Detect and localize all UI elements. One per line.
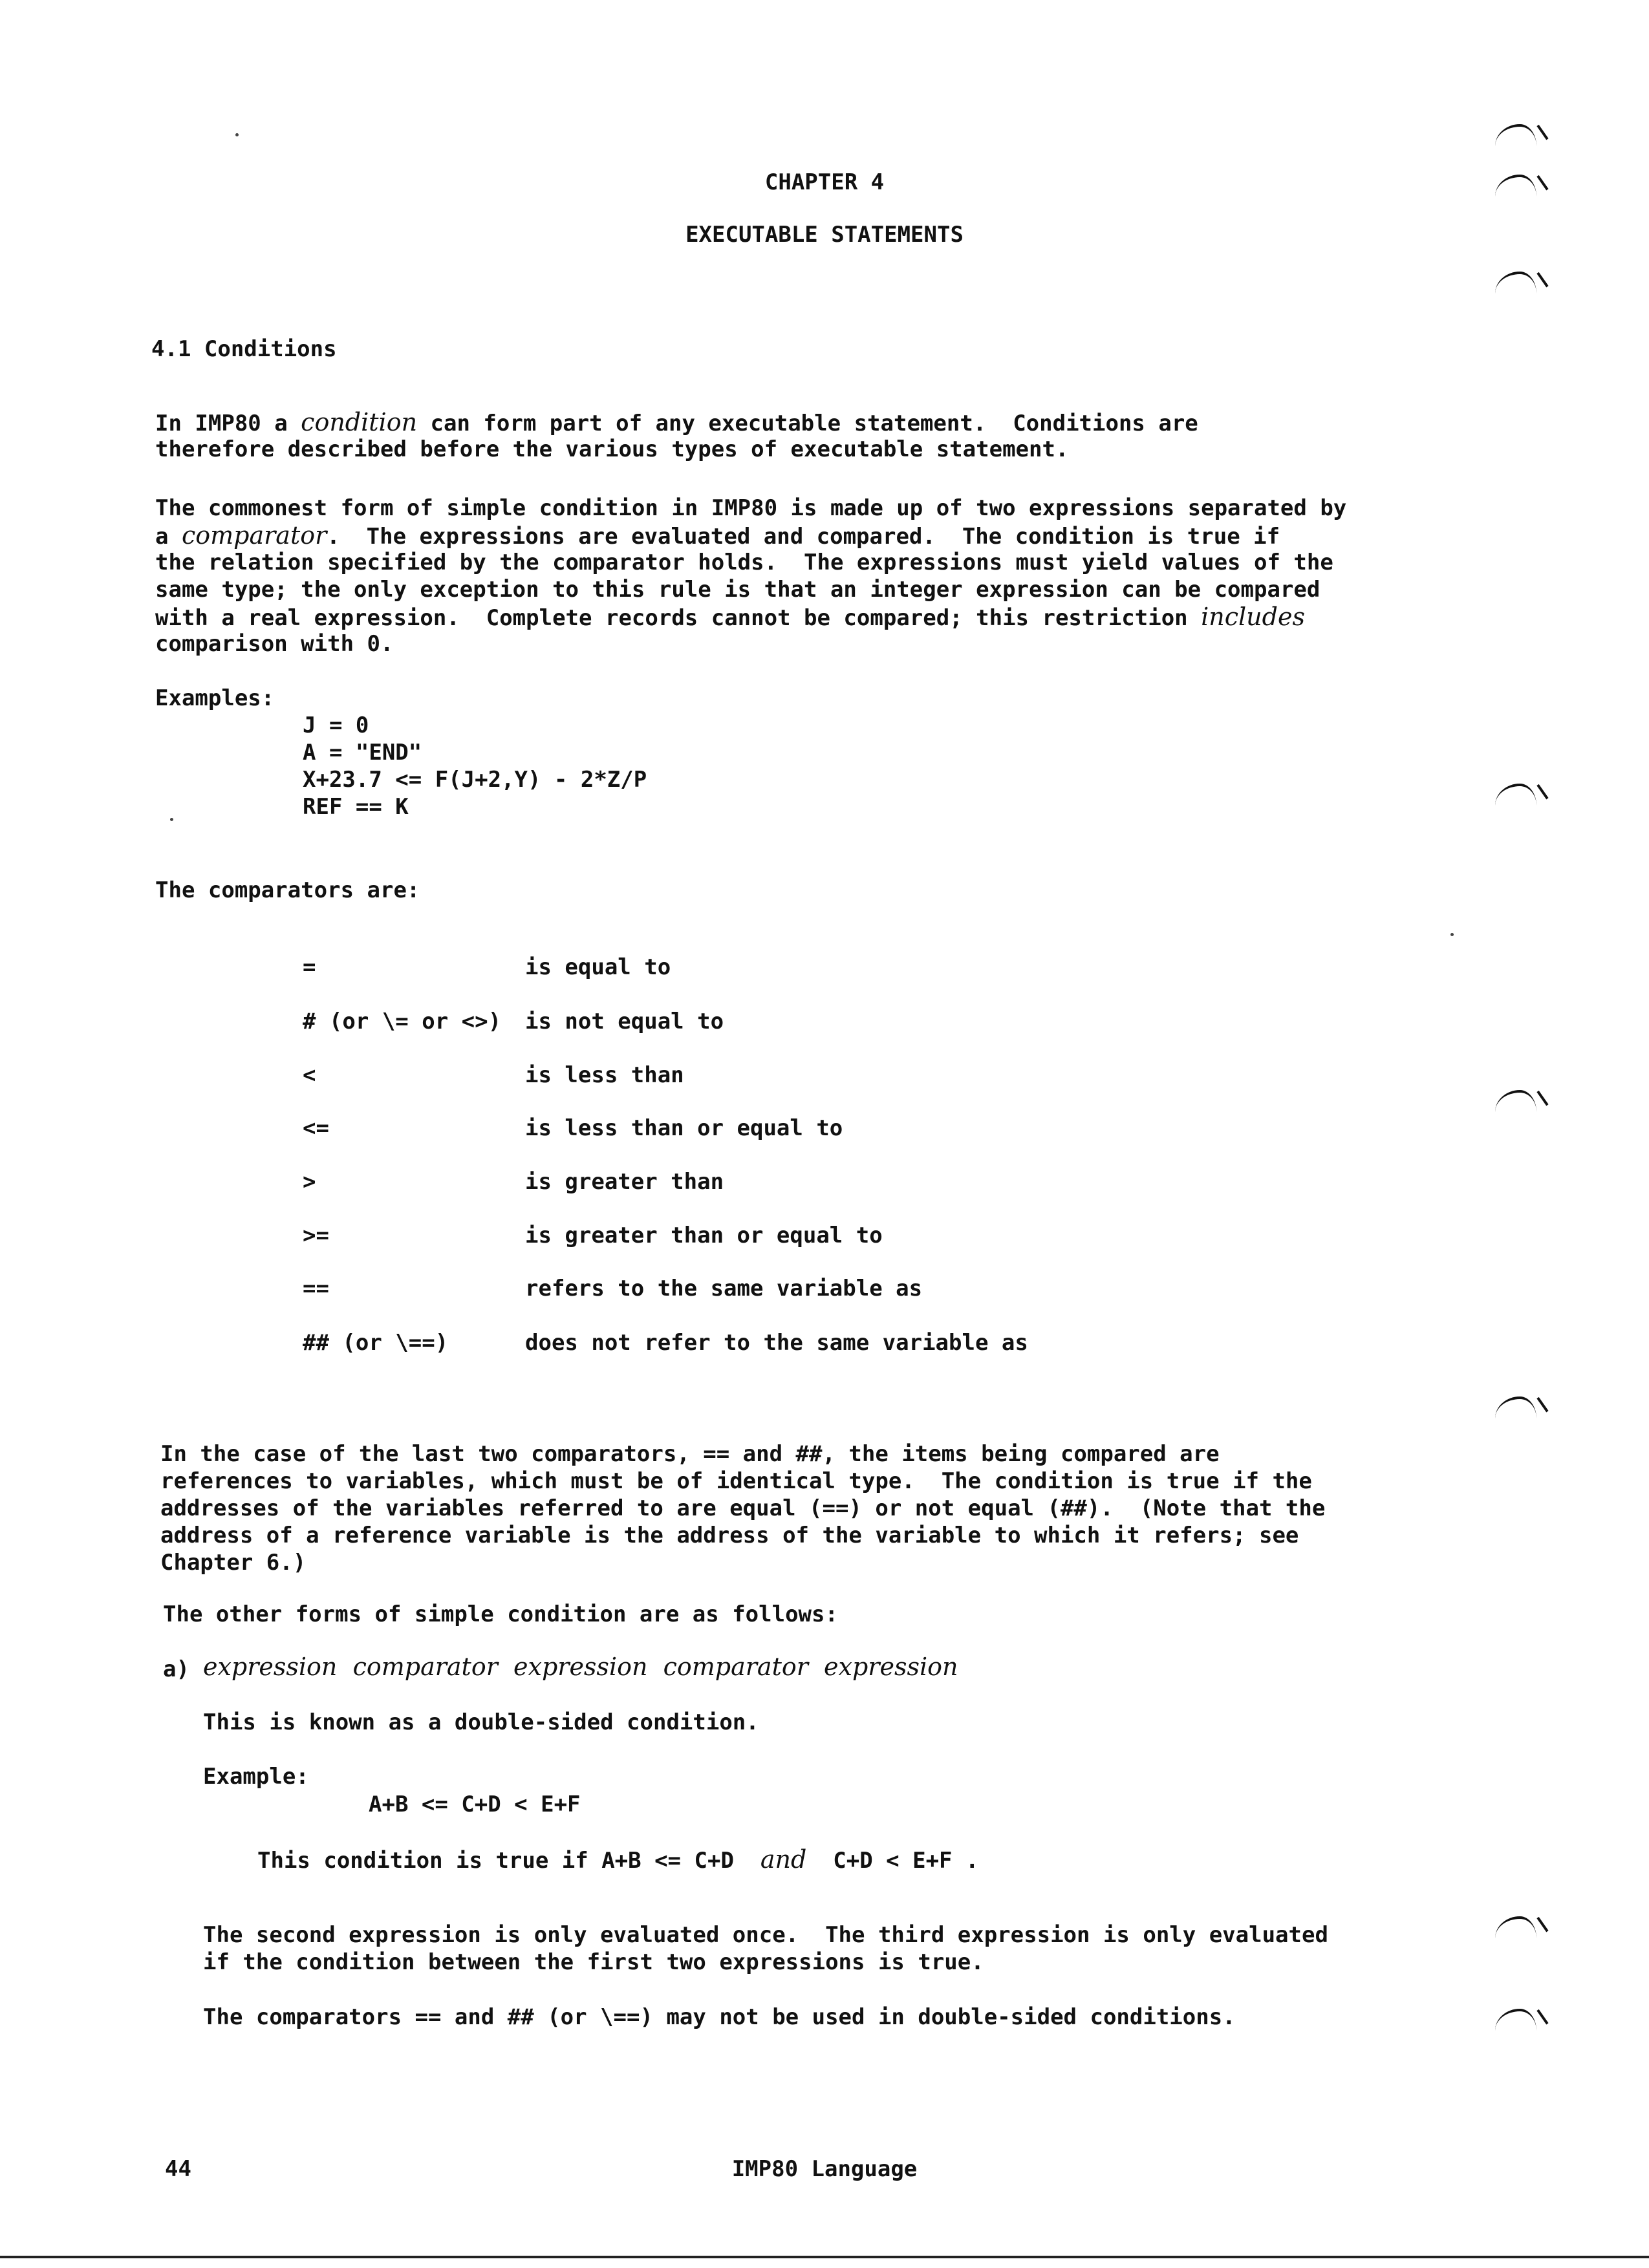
chapter-title: EXECUTABLE STATEMENTS bbox=[685, 222, 964, 248]
intro-text: In IMP80 a bbox=[155, 411, 301, 436]
form-a-description: This is known as a double-sided condition. bbox=[203, 1709, 759, 1735]
intro-line-1 bbox=[155, 409, 1198, 437]
other-forms-intro: The other forms of simple condition are as follows: bbox=[163, 1601, 838, 1627]
binding-mark bbox=[1495, 1396, 1536, 1418]
form-a-label: a) bbox=[163, 1656, 189, 1682]
binding-mark bbox=[1495, 124, 1536, 146]
comparator-symbol: ## (or \==) bbox=[303, 1330, 449, 1356]
comparator-symbol: <= bbox=[303, 1115, 329, 1141]
para2-line-1: The commonest form of simple condition in IMP80 is made up of two expressions separated by bbox=[155, 495, 1347, 521]
comparator-meaning: is greater than or equal to bbox=[525, 1223, 883, 1248]
para3-line: Chapter 6.) bbox=[160, 1550, 307, 1576]
section-heading: 4.1 Conditions bbox=[151, 336, 337, 362]
para3-line: address of a reference variable is the address of the variable to which it refers; see bbox=[160, 1523, 1299, 1548]
scan-speck bbox=[235, 133, 239, 136]
intro-line-2: therefore described before the various types of executable statement. bbox=[155, 436, 1069, 462]
term-comparator: comparator bbox=[181, 521, 327, 550]
para2-text: . The expressions are evaluated and compared. The condition is true if bbox=[327, 524, 1280, 550]
comparator-symbol: == bbox=[303, 1276, 329, 1301]
example-expression: A+B <= C+D < E+F bbox=[369, 1792, 581, 1817]
para3-line: addresses of the variables referred to are equal (==) or not equal (##). (Note that the bbox=[160, 1495, 1326, 1521]
explanation-text: This condition is true if A+B <= C+D bbox=[257, 1848, 734, 1874]
example-explanation bbox=[257, 1846, 978, 1874]
chapter-label: CHAPTER 4 bbox=[764, 169, 885, 195]
term-and: and bbox=[760, 1845, 807, 1874]
comparator-symbol: >= bbox=[303, 1223, 329, 1248]
page-number: 44 bbox=[165, 2156, 191, 2182]
para3-line: references to variables, which must be of identical type. The condition is true if the bbox=[160, 1468, 1312, 1494]
example-item: REF == K bbox=[303, 794, 409, 820]
comparator-meaning: is not equal to bbox=[525, 1009, 724, 1034]
explanation-text: C+D < E+F . bbox=[833, 1848, 979, 1874]
examples-label: Examples: bbox=[155, 685, 275, 711]
example-item: X+23.7 <= F(J+2,Y) - 2*Z/P bbox=[303, 767, 647, 793]
term-condition: condition bbox=[301, 408, 418, 436]
example-label: Example: bbox=[203, 1764, 309, 1790]
para2-text: a bbox=[155, 524, 182, 550]
comparator-symbol: > bbox=[303, 1169, 316, 1195]
comparator-meaning: refers to the same variable as bbox=[525, 1276, 923, 1301]
binding-mark bbox=[1495, 1916, 1536, 1938]
page-bottom-rule bbox=[0, 2256, 1649, 2258]
term-includes: includes bbox=[1201, 603, 1305, 631]
para5-line: The comparators == and ## (or \==) may not be used in double-sided conditions. bbox=[203, 2004, 1236, 2030]
binding-mark bbox=[1495, 1090, 1536, 1112]
form-a-syntax: expression comparator expression comparator expression bbox=[203, 1653, 958, 1681]
para4-line-1: The second expression is only evaluated once. The third expression is only evaluated bbox=[203, 1922, 1328, 1948]
binding-mark bbox=[1495, 2009, 1536, 2031]
binding-mark bbox=[1495, 784, 1536, 806]
comparator-meaning: is greater than bbox=[525, 1169, 724, 1195]
comparator-symbol: < bbox=[303, 1062, 316, 1088]
para2-line-4: same type; the only exception to this rule is that an integer expression can be compared bbox=[155, 577, 1320, 603]
comparator-symbol: # (or \= or <>) bbox=[303, 1009, 502, 1034]
intro-text: can form part of any executable statement. Conditions are bbox=[417, 411, 1198, 436]
binding-mark bbox=[1495, 272, 1536, 294]
comparator-meaning: is equal to bbox=[525, 954, 671, 980]
para2-line-5 bbox=[155, 604, 1305, 632]
footer-title: IMP80 Language bbox=[731, 2156, 918, 2182]
para4-line-2: if the condition between the first two expressions is true. bbox=[203, 1949, 984, 1975]
scan-speck bbox=[170, 818, 173, 821]
para2-line-3: the relation specified by the comparator holds. The expressions must yield values of the bbox=[155, 550, 1333, 575]
scan-speck bbox=[1450, 933, 1454, 936]
para2-line-6: comparison with 0. bbox=[155, 631, 394, 657]
comparator-meaning: is less than bbox=[525, 1062, 684, 1088]
example-item: A = "END" bbox=[303, 740, 422, 765]
comparator-meaning: is less than or equal to bbox=[525, 1115, 843, 1141]
comparators-intro: The comparators are: bbox=[155, 877, 420, 903]
example-item: J = 0 bbox=[303, 712, 369, 738]
para3-line: In the case of the last two comparators, == and ##, the items being compared are bbox=[160, 1441, 1220, 1467]
para2-text: with a real expression. Complete records cannot be compared; this restriction bbox=[155, 605, 1202, 631]
para2-line-2 bbox=[155, 522, 1280, 550]
comparator-symbol: = bbox=[303, 954, 316, 980]
comparator-meaning: does not refer to the same variable as bbox=[525, 1330, 1028, 1356]
